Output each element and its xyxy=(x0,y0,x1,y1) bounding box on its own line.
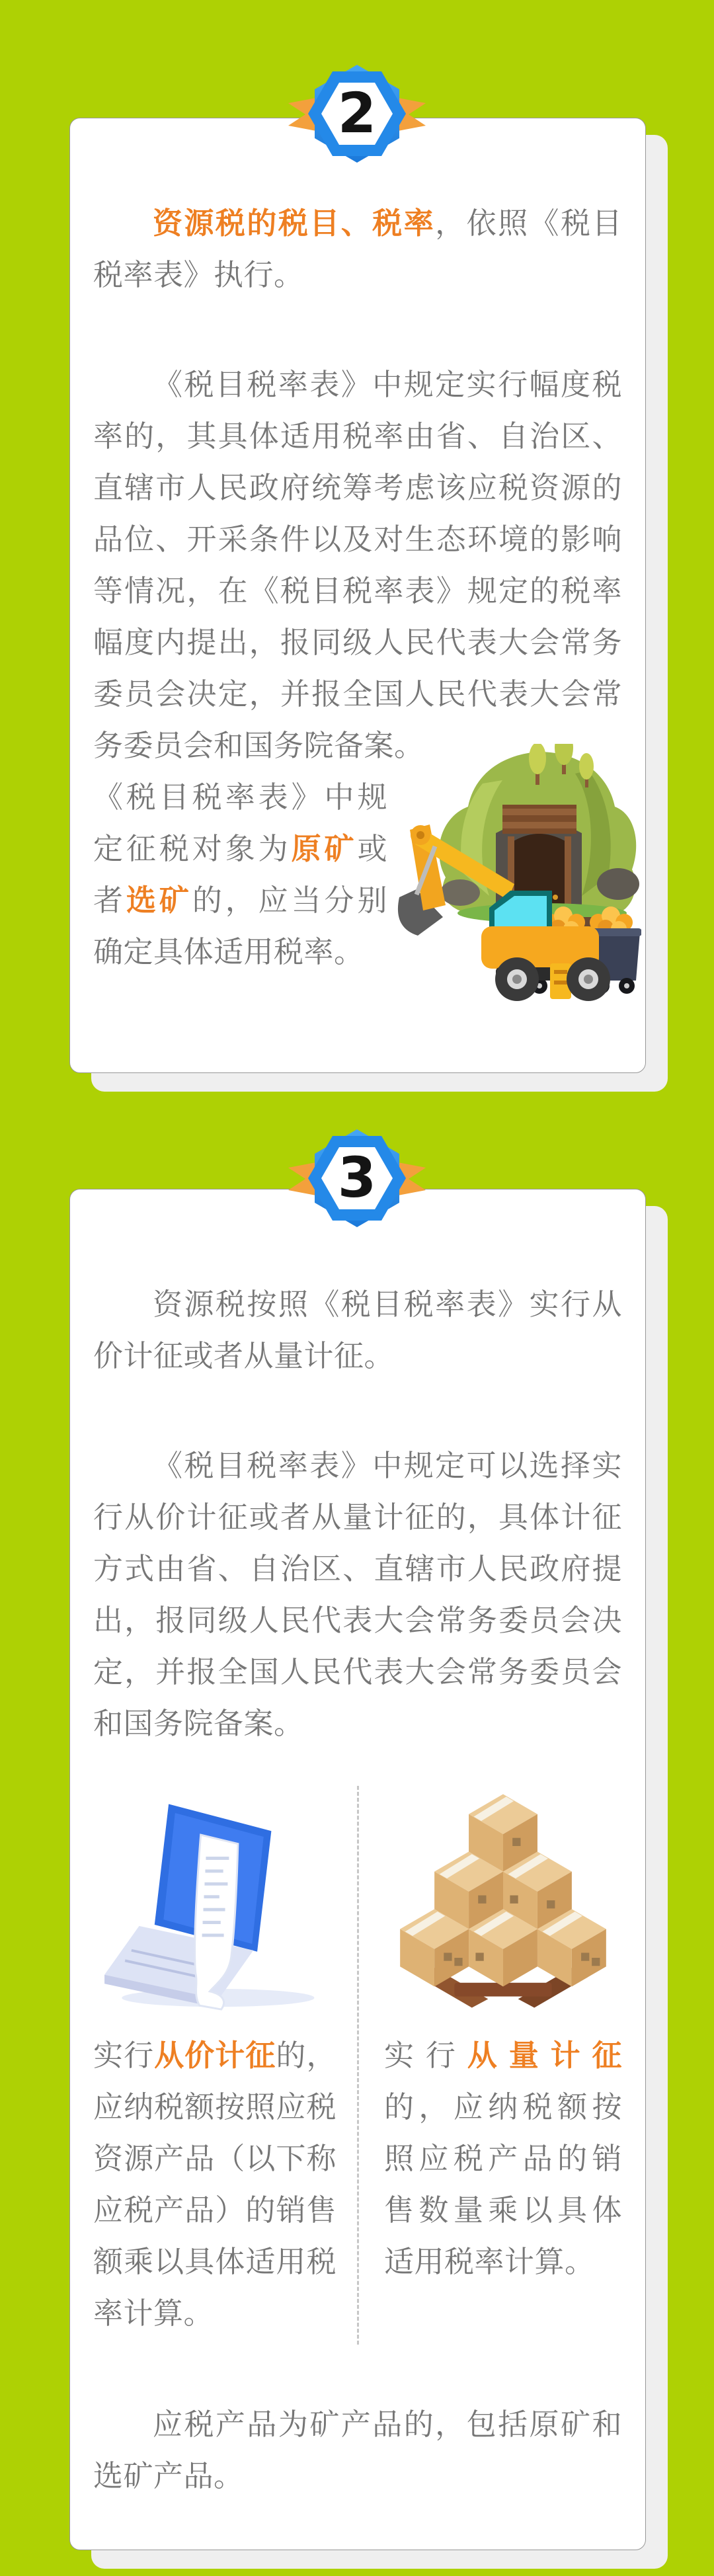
section-badge-3 xyxy=(278,1117,436,1239)
boxes-pallet-illustration xyxy=(384,1789,622,2014)
laptop-receipt-illustration xyxy=(93,1789,337,2014)
comparison-columns xyxy=(93,1789,622,2339)
laptop-receipt-svg xyxy=(99,1792,331,2011)
highlight-tax-items-rates: 资源税的税目、税率 xyxy=(153,206,436,240)
highlight-raw-ore: 原矿 xyxy=(291,832,358,865)
ad-valorem-column xyxy=(93,1789,337,2339)
paragraph-rate-range: 《税目税率表》中规定实行幅度税率的，其具体适用税率由省、自治区、直辖市人民政府统筹考虑该应税资源的品位、开采条件以及对生态环境的影响等情况，在《税目税率表》规定的税率幅度内提出，报同级人民代表大会常务委员会决定，并报全国人民代表大会常务委员会和国务院备案。 xyxy=(93,368,622,762)
paragraph-mineral-products: 应税产品为矿产品的，包括原矿和选矿产品。 xyxy=(93,2407,622,2493)
section-card-2 xyxy=(69,118,646,1073)
specific-duty-column xyxy=(384,1789,622,2339)
mine-illustration-svg xyxy=(397,744,641,1002)
paragraph-levy-methods: 资源税按照《税目税率表》实行从价计征或者从量计征。 xyxy=(93,1287,622,1373)
badge-number: 2 xyxy=(337,81,377,145)
highlight-specific-duty: 从量计征 xyxy=(467,2038,622,2072)
specific-duty-text: 实行从量计征的，应纳税额按照应税产品的销售数量乘以具体适用税率计算。 xyxy=(384,2038,622,2278)
paragraph-levy-choice: 《税目税率表》中规定可以选择实行从价计征或者从量计征的，具体计征方式由省、自治区、直辖市人民政府提出，报同级人民代表大会常务委员会决定，并报全国人民代表大会常务委员会和国务院备案。 xyxy=(93,1449,622,1740)
paragraph-tax-items-rest: ，依照《税目税率表》执行。 xyxy=(93,206,622,292)
section-card-3 xyxy=(69,1189,646,2550)
section-badge-2 xyxy=(278,53,436,175)
paragraph-tax-items xyxy=(93,198,622,301)
mine-excavator-illustration xyxy=(397,744,641,1002)
badge-number: 3 xyxy=(337,1145,377,1210)
ad-valorem-text: 实行从价计征的，应纳税额按照应税资源产品（以下称应税产品）的销售额乘以具体适用税率计算。 xyxy=(93,2038,337,2330)
paragraph-ore-objects: 《税目税率表》中规定征税对象为原矿或者选矿的，应当分别确定具体适用税率。 xyxy=(93,780,387,969)
boxes-pallet-svg xyxy=(384,1789,622,2014)
highlight-ad-valorem: 从价计征 xyxy=(154,2038,276,2072)
dashed-divider xyxy=(357,1786,359,2345)
highlight-dressed-ore: 选矿 xyxy=(126,883,192,917)
